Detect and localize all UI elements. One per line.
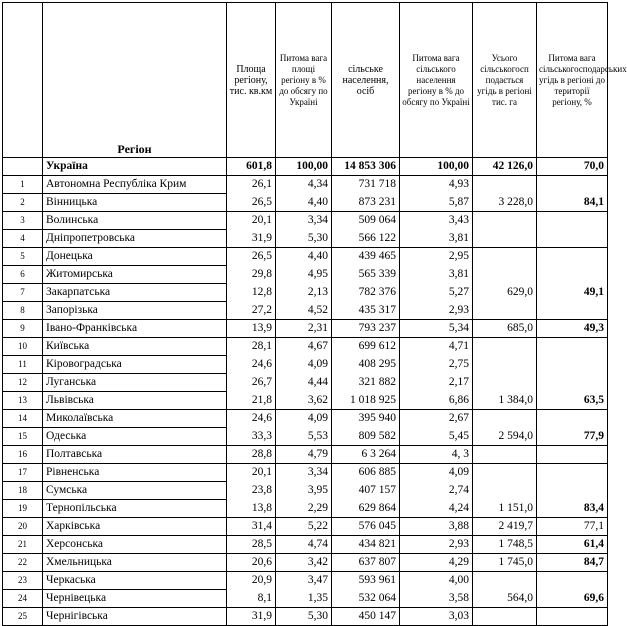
- row-rural-pop: 782 376: [332, 284, 400, 302]
- row-area-share: 5,30: [276, 230, 332, 248]
- row-area-share: 2,29: [276, 500, 332, 518]
- row-index: 23: [3, 572, 43, 590]
- row-region-name: Львівська: [43, 392, 227, 410]
- total-land: 42 126,0: [473, 158, 537, 176]
- table-row: [3, 608, 608, 626]
- row-index: 25: [3, 608, 43, 626]
- row-area-share: 2,31: [276, 320, 332, 338]
- row-land: [473, 572, 537, 590]
- row-index: 12: [3, 374, 43, 392]
- row-region-name: Київська: [43, 338, 227, 356]
- row-rural-pop: 321 882: [332, 374, 400, 392]
- row-index: 9: [3, 320, 43, 338]
- row-region-name: Тернопільська: [43, 500, 227, 518]
- row-index: 20: [3, 518, 43, 536]
- header-land-share: Питома вага сільськогосподарських угідь в регіоні до території регіону, %: [537, 3, 608, 158]
- row-area-share: 3,47: [276, 572, 332, 590]
- row-land: 1 151,0: [473, 500, 537, 518]
- row-land: [473, 176, 537, 194]
- table-row: [3, 338, 608, 356]
- row-index: 7: [3, 284, 43, 302]
- table-row: [3, 428, 608, 446]
- row-rural-pop: 576 045: [332, 518, 400, 536]
- table-row: [3, 230, 608, 248]
- row-land-share: 84,7: [537, 554, 608, 572]
- row-area: 31,4: [227, 518, 276, 536]
- table-row: [3, 212, 608, 230]
- row-land-share: 63,5: [537, 392, 608, 410]
- table-row: [3, 410, 608, 428]
- table-row: [3, 500, 608, 518]
- row-land: 3 228,0: [473, 194, 537, 212]
- row-region-name: Запорізька: [43, 302, 227, 320]
- row-rural-pop: 408 295: [332, 356, 400, 374]
- row-land: [473, 230, 537, 248]
- row-pop-share: 3,03: [400, 608, 473, 626]
- row-region-name: Вінницька: [43, 194, 227, 212]
- row-pop-share: 4,24: [400, 500, 473, 518]
- total-rural-pop: 14 853 306: [332, 158, 400, 176]
- row-area-share: 3,34: [276, 212, 332, 230]
- row-area: 28,5: [227, 536, 276, 554]
- header-rural-pop: сільське населення, осіб: [332, 3, 400, 158]
- row-area: 27,2: [227, 302, 276, 320]
- row-area: 21,8: [227, 392, 276, 410]
- row-rural-pop: 532 064: [332, 590, 400, 608]
- table-row: [3, 518, 608, 536]
- row-rural-pop: 407 157: [332, 482, 400, 500]
- row-land: [473, 446, 537, 464]
- table-row: [3, 446, 608, 464]
- row-pop-share: 2,17: [400, 374, 473, 392]
- row-rural-pop: 1 018 925: [332, 392, 400, 410]
- row-rural-pop: 593 961: [332, 572, 400, 590]
- row-pop-share: 3,58: [400, 590, 473, 608]
- row-index: 22: [3, 554, 43, 572]
- row-pop-share: 2,95: [400, 248, 473, 266]
- header-area-share: Питома вага площі регіону в % до обсягу по Україні: [276, 3, 332, 158]
- row-pop-share: 2,74: [400, 482, 473, 500]
- row-land: [473, 356, 537, 374]
- row-area: 20,9: [227, 572, 276, 590]
- row-pop-share: 5,87: [400, 194, 473, 212]
- row-rural-pop: 793 237: [332, 320, 400, 338]
- row-pop-share: 3,81: [400, 230, 473, 248]
- row-region-name: Донецька: [43, 248, 227, 266]
- row-land-share: [537, 230, 608, 248]
- row-rural-pop: 395 940: [332, 410, 400, 428]
- row-rural-pop: 435 317: [332, 302, 400, 320]
- header-row: [3, 3, 608, 158]
- row-area: 24,6: [227, 356, 276, 374]
- row-area-share: 4,95: [276, 266, 332, 284]
- table-row: [3, 572, 608, 590]
- total-index: [3, 158, 43, 176]
- row-area-share: 5,22: [276, 518, 332, 536]
- row-region-name: Дніпропетровська: [43, 230, 227, 248]
- row-land: 1 748,5: [473, 536, 537, 554]
- row-land-share: [537, 248, 608, 266]
- row-land: [473, 338, 537, 356]
- table-row: [3, 356, 608, 374]
- row-region-name: Черкаська: [43, 572, 227, 590]
- row-land: [473, 608, 537, 626]
- row-pop-share: 5,34: [400, 320, 473, 338]
- table-row: [3, 590, 608, 608]
- row-region-name: Чернігівська: [43, 608, 227, 626]
- header-index: [3, 3, 43, 158]
- row-region-name: Кіровоградська: [43, 356, 227, 374]
- row-land: 1 384,0: [473, 392, 537, 410]
- row-pop-share: 2,75: [400, 356, 473, 374]
- row-pop-share: 4,93: [400, 176, 473, 194]
- row-area: 31,9: [227, 230, 276, 248]
- row-index: 15: [3, 428, 43, 446]
- table-row: [3, 374, 608, 392]
- row-area-share: 4,67: [276, 338, 332, 356]
- row-area: 20,1: [227, 464, 276, 482]
- row-region-name: Івано-Франківська: [43, 320, 227, 338]
- row-land-share: [537, 374, 608, 392]
- row-area-share: 1,35: [276, 590, 332, 608]
- table-row: [3, 176, 608, 194]
- row-index: 18: [3, 482, 43, 500]
- row-land: 2 419,7: [473, 518, 537, 536]
- row-rural-pop: 565 339: [332, 266, 400, 284]
- row-rural-pop: 809 582: [332, 428, 400, 446]
- row-land-share: [537, 266, 608, 284]
- row-land-share: 61,4: [537, 536, 608, 554]
- row-land-share: 84,1: [537, 194, 608, 212]
- row-pop-share: 3,81: [400, 266, 473, 284]
- row-pop-share: 3,88: [400, 518, 473, 536]
- row-land-share: 49,3: [537, 320, 608, 338]
- row-area: 26,5: [227, 194, 276, 212]
- row-area-share: 2,13: [276, 284, 332, 302]
- table-row: [3, 266, 608, 284]
- row-region-name: Закарпатська: [43, 284, 227, 302]
- row-land: 564,0: [473, 590, 537, 608]
- row-area-share: 5,53: [276, 428, 332, 446]
- row-region-name: Одеська: [43, 428, 227, 446]
- table-row: [3, 248, 608, 266]
- row-area-share: 3,95: [276, 482, 332, 500]
- total-name: Україна: [43, 158, 227, 176]
- row-region-name: Чернівецька: [43, 590, 227, 608]
- row-index: 11: [3, 356, 43, 374]
- table-row: [3, 464, 608, 482]
- row-land-share: [537, 338, 608, 356]
- row-index: 6: [3, 266, 43, 284]
- row-region-name: Житомирська: [43, 266, 227, 284]
- row-area-share: 4,34: [276, 176, 332, 194]
- row-pop-share: 4,00: [400, 572, 473, 590]
- row-land: [473, 374, 537, 392]
- row-land-share: [537, 176, 608, 194]
- row-land-share: [537, 464, 608, 482]
- row-rural-pop: 606 885: [332, 464, 400, 482]
- row-index: 21: [3, 536, 43, 554]
- row-region-name: Херсонська: [43, 536, 227, 554]
- row-area: 29,8: [227, 266, 276, 284]
- row-region-name: Харківська: [43, 518, 227, 536]
- row-area-share: 4,09: [276, 410, 332, 428]
- row-index: 3: [3, 212, 43, 230]
- row-index: 8: [3, 302, 43, 320]
- row-land: [473, 248, 537, 266]
- row-pop-share: 4, 3: [400, 446, 473, 464]
- row-area: 24,6: [227, 410, 276, 428]
- row-area-share: 4,40: [276, 248, 332, 266]
- row-rural-pop: 637 807: [332, 554, 400, 572]
- row-pop-share: 2,93: [400, 302, 473, 320]
- row-land: [473, 266, 537, 284]
- row-region-name: Рівненська: [43, 464, 227, 482]
- row-land-share: 69,6: [537, 590, 608, 608]
- row-index: 17: [3, 464, 43, 482]
- row-index: 5: [3, 248, 43, 266]
- row-area: 12,8: [227, 284, 276, 302]
- row-land-share: [537, 302, 608, 320]
- row-land-share: 49,1: [537, 284, 608, 302]
- row-pop-share: 5,45: [400, 428, 473, 446]
- row-area-share: 4,79: [276, 446, 332, 464]
- row-pop-share: 2,67: [400, 410, 473, 428]
- row-index: 10: [3, 338, 43, 356]
- row-land: 629,0: [473, 284, 537, 302]
- row-region-name: Миколаївська: [43, 410, 227, 428]
- row-land: 685,0: [473, 320, 537, 338]
- total-pop-share: 100,00: [400, 158, 473, 176]
- row-pop-share: 3,43: [400, 212, 473, 230]
- row-rural-pop: 509 064: [332, 212, 400, 230]
- row-rural-pop: 434 821: [332, 536, 400, 554]
- row-region-name: Автономна Республіка Крим: [43, 176, 227, 194]
- row-area: 26,1: [227, 176, 276, 194]
- row-region-name: Сумська: [43, 482, 227, 500]
- row-land-share: 77,1: [537, 518, 608, 536]
- row-land: [473, 464, 537, 482]
- row-index: 4: [3, 230, 43, 248]
- table-row: [3, 392, 608, 410]
- table-row: [3, 194, 608, 212]
- row-rural-pop: 731 718: [332, 176, 400, 194]
- row-rural-pop: 629 864: [332, 500, 400, 518]
- row-pop-share: 6,86: [400, 392, 473, 410]
- row-land-share: [537, 572, 608, 590]
- row-area: 20,6: [227, 554, 276, 572]
- row-index: 14: [3, 410, 43, 428]
- row-land: [473, 482, 537, 500]
- row-land-share: 77,9: [537, 428, 608, 446]
- row-area: 13,9: [227, 320, 276, 338]
- row-land: 2 594,0: [473, 428, 537, 446]
- row-pop-share: 5,27: [400, 284, 473, 302]
- row-area-share: 3,34: [276, 464, 332, 482]
- row-pop-share: 4,71: [400, 338, 473, 356]
- row-rural-pop: 6 3 264: [332, 446, 400, 464]
- row-area: 23,8: [227, 482, 276, 500]
- header-pop-share: Питома вага сільського населення регіону в % до обсягу по Україні: [400, 3, 473, 158]
- row-area: 28,1: [227, 338, 276, 356]
- row-region-name: Луганська: [43, 374, 227, 392]
- total-area: 601,8: [227, 158, 276, 176]
- row-region-name: Хмельницька: [43, 554, 227, 572]
- header-region: Регіон: [43, 3, 227, 158]
- row-region-name: Полтавська: [43, 446, 227, 464]
- header-land: Усього сільськогосп подається угідь в регіоні тис. га: [473, 3, 537, 158]
- row-land-share: [537, 356, 608, 374]
- table-row: [3, 536, 608, 554]
- row-index: 16: [3, 446, 43, 464]
- row-land: [473, 212, 537, 230]
- row-area-share: 4,09: [276, 356, 332, 374]
- row-rural-pop: 566 122: [332, 230, 400, 248]
- row-area-share: 4,44: [276, 374, 332, 392]
- row-land-share: [537, 482, 608, 500]
- total-row: [3, 158, 608, 176]
- regions-table: [2, 2, 627, 626]
- total-land-share: 70,0: [537, 158, 608, 176]
- row-pop-share: 2,93: [400, 536, 473, 554]
- row-rural-pop: 450 147: [332, 608, 400, 626]
- row-area: 20,1: [227, 212, 276, 230]
- row-index: 2: [3, 194, 43, 212]
- row-land-share: 83,4: [537, 500, 608, 518]
- row-pop-share: 4,09: [400, 464, 473, 482]
- row-area: 31,9: [227, 608, 276, 626]
- row-index: 19: [3, 500, 43, 518]
- row-area: 26,5: [227, 248, 276, 266]
- row-area: 33,3: [227, 428, 276, 446]
- row-rural-pop: 699 612: [332, 338, 400, 356]
- row-rural-pop: 439 465: [332, 248, 400, 266]
- row-area: 13,8: [227, 500, 276, 518]
- row-index: 1: [3, 176, 43, 194]
- row-pop-share: 4,29: [400, 554, 473, 572]
- row-land: [473, 302, 537, 320]
- row-region-name: Волинська: [43, 212, 227, 230]
- row-land: 1 745,0: [473, 554, 537, 572]
- header-area: Площа регіону, тис. кв.км: [227, 3, 276, 158]
- row-land-share: [537, 608, 608, 626]
- row-area-share: 4,52: [276, 302, 332, 320]
- row-land-share: [537, 410, 608, 428]
- row-area: 28,8: [227, 446, 276, 464]
- row-land: [473, 410, 537, 428]
- row-area-share: 4,40: [276, 194, 332, 212]
- table-row: [3, 302, 608, 320]
- table-row: [3, 482, 608, 500]
- row-index: 24: [3, 590, 43, 608]
- row-area-share: 3,42: [276, 554, 332, 572]
- row-land-share: [537, 212, 608, 230]
- table-row: [3, 284, 608, 302]
- table-row: [3, 554, 608, 572]
- total-area-share: 100,00: [276, 158, 332, 176]
- row-rural-pop: 873 231: [332, 194, 400, 212]
- row-area: 26,7: [227, 374, 276, 392]
- row-area-share: 5,30: [276, 608, 332, 626]
- row-land-share: [537, 446, 608, 464]
- table-row: [3, 320, 608, 338]
- row-area-share: 4,74: [276, 536, 332, 554]
- row-area: 8,1: [227, 590, 276, 608]
- row-area-share: 3,62: [276, 392, 332, 410]
- row-index: 13: [3, 392, 43, 410]
